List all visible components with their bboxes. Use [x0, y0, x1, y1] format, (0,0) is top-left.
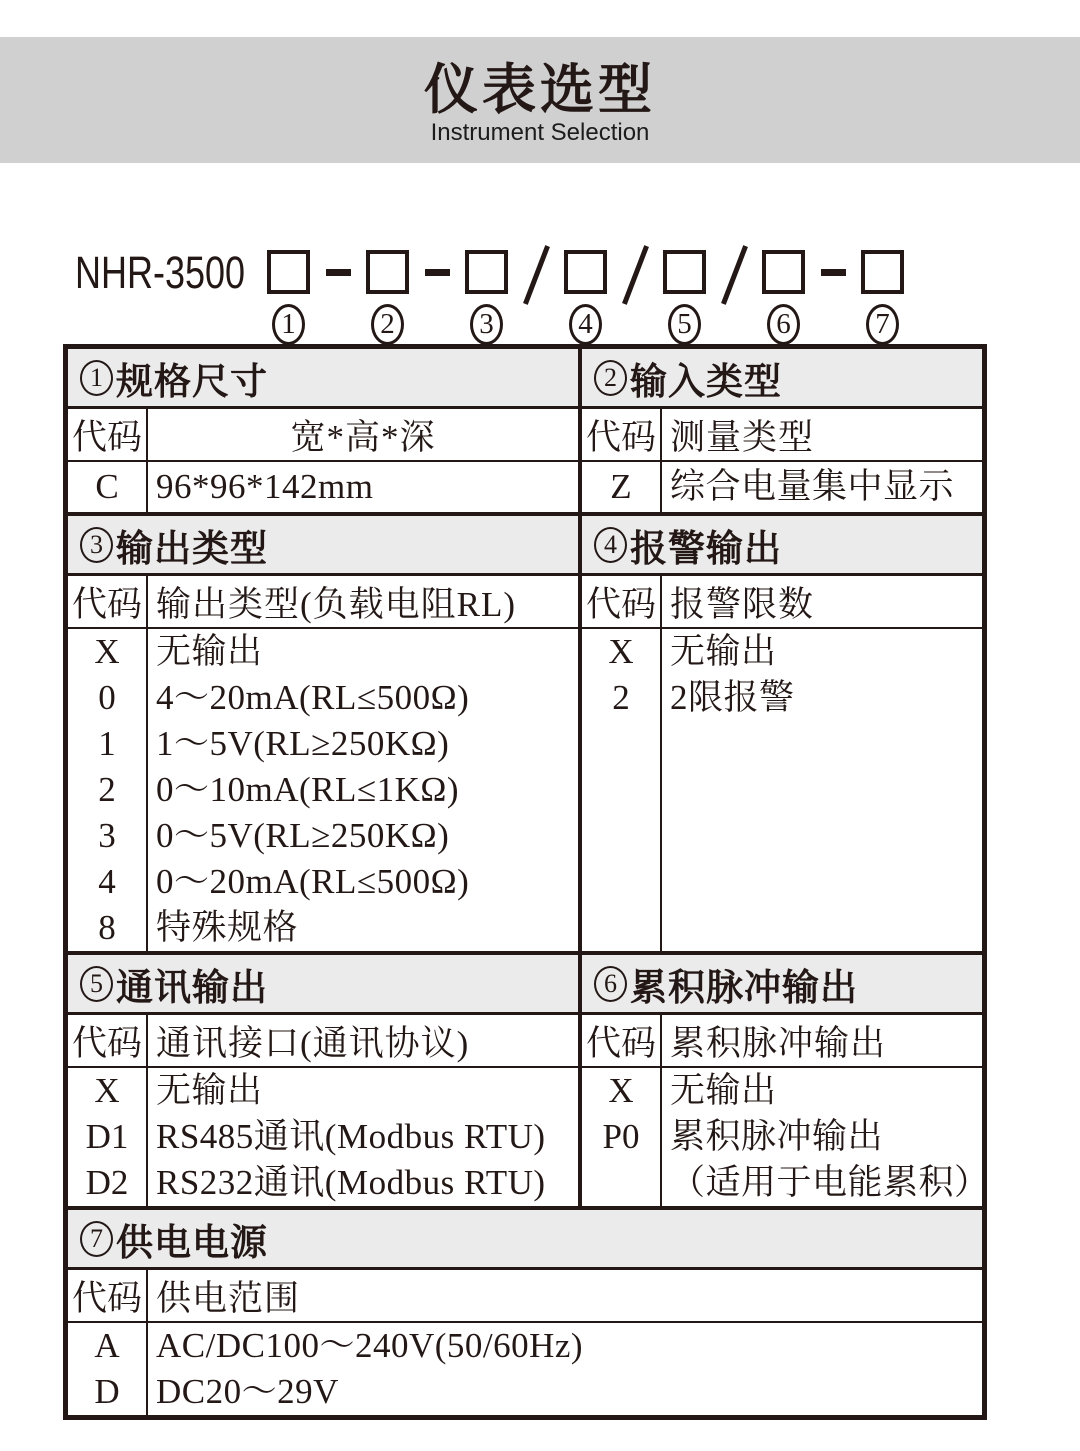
table-block-3 [68, 955, 990, 1206]
section-title: 累积脉冲输出 [630, 966, 858, 1008]
section-comm-output [68, 955, 578, 1206]
model-position-3 [465, 250, 508, 345]
desc-cell: 无输出 [670, 632, 777, 671]
circled-number-7: 7 [866, 304, 899, 345]
column-header-row [582, 576, 982, 629]
desc-column-header: 报警限数 [670, 584, 815, 624]
model-position-6 [762, 250, 805, 345]
section-power-supply [68, 1210, 982, 1415]
codes-column [68, 1323, 148, 1415]
circled-number-4: 4 [569, 304, 602, 345]
circled-number-3: 3 [470, 304, 503, 345]
page-title: 仪表选型 [424, 59, 656, 120]
circled-number: 2 [594, 360, 627, 396]
desc-cell: 0～5V(RL≥250KΩ) [156, 816, 450, 855]
section-header [582, 516, 982, 576]
column-header-row [582, 1015, 982, 1068]
desc-cell: 无输出 [156, 632, 263, 671]
code-cell: X [608, 1071, 634, 1110]
section-header [68, 349, 578, 409]
codes-column [68, 1068, 148, 1206]
model-code-box [267, 250, 310, 294]
section-output-type [68, 516, 578, 951]
section-header [582, 349, 982, 409]
model-position-4 [564, 250, 607, 345]
model-position-1 [267, 250, 310, 345]
model-position-2 [366, 250, 409, 345]
circled-number: 6 [594, 966, 627, 1002]
desc-column-header: 供电范围 [156, 1278, 301, 1318]
section-header [68, 1210, 982, 1270]
separator-slash [607, 250, 663, 306]
column-header-row [68, 409, 578, 462]
circled-number-5: 5 [668, 304, 701, 345]
code-cell [582, 1160, 660, 1206]
code-cell: D1 [85, 1117, 129, 1156]
circled-number: 4 [594, 527, 627, 563]
circled-number-6: 6 [767, 304, 800, 345]
code-cell: 8 [98, 908, 116, 947]
section-body [68, 1068, 578, 1206]
section-alarm-output [582, 516, 982, 951]
section-body [68, 1323, 982, 1415]
desc-cell: 综合电量集中显示 [670, 467, 955, 506]
page-subtitle: Instrument Selection [430, 118, 650, 146]
desc-column-header: 测量类型 [670, 417, 815, 457]
descs-column [662, 629, 982, 951]
model-position-5 [663, 250, 706, 345]
descs-column [148, 629, 578, 951]
section-body [582, 1068, 990, 1206]
model-code-box [465, 250, 508, 294]
desc-column-header: 输出类型(负载电阻RL) [156, 584, 517, 624]
selection-table [63, 344, 990, 1420]
desc-cell: 1～5V(RL≥250KΩ) [156, 724, 450, 763]
separator-dash [805, 250, 861, 276]
section-title: 通讯输出 [116, 966, 268, 1008]
code-cell: X [94, 1071, 120, 1110]
desc-cell: 2限报警 [670, 678, 795, 717]
descs-column [662, 462, 982, 512]
separator-dash [409, 250, 465, 276]
code-cell: 2 [98, 770, 116, 809]
descs-column [662, 1068, 990, 1206]
desc-cell: 0～10mA(RL≤1KΩ) [156, 770, 460, 809]
column-header-row [68, 1270, 982, 1323]
section-body [582, 462, 982, 512]
codes-column [582, 1068, 662, 1206]
table-block-4 [68, 1210, 982, 1415]
desc-cell: 4～20mA(RL≤500Ω) [156, 678, 470, 717]
code-cell: X [608, 632, 634, 671]
desc-cell: （适用于电能累积） [670, 1163, 990, 1202]
desc-cell: 96*96*142mm [156, 467, 374, 506]
model-code-box [663, 250, 706, 294]
desc-column-header: 宽*高*深 [290, 417, 436, 457]
section-body [68, 462, 578, 512]
model-position-7 [861, 250, 904, 345]
section-title: 报警输出 [630, 527, 782, 569]
codes-column [68, 629, 148, 951]
section-header [68, 955, 578, 1015]
column-header-row [68, 1015, 578, 1068]
code-cell: C [95, 467, 119, 506]
section-body [582, 629, 982, 951]
code-column-header: 代码 [68, 1015, 148, 1066]
section-title: 输出类型 [116, 527, 268, 569]
column-header-row [68, 576, 578, 629]
code-cell: 0 [98, 678, 116, 717]
codes-column [582, 629, 662, 951]
code-cell: D2 [85, 1163, 129, 1202]
desc-cell: DC20～29V [156, 1372, 339, 1411]
descs-column [148, 1068, 578, 1206]
circled-number: 7 [80, 1221, 113, 1257]
descs-column [148, 1323, 982, 1415]
section-title: 供电电源 [116, 1221, 268, 1263]
desc-column-header: 累积脉冲输出 [670, 1023, 887, 1063]
code-cell: 1 [98, 724, 116, 763]
desc-cell: 无输出 [670, 1071, 777, 1110]
model-prefix: NHR-3500 [75, 247, 246, 298]
descs-column [148, 462, 578, 512]
code-cell: A [94, 1326, 120, 1365]
table-block-1 [68, 349, 982, 512]
desc-cell: 特殊规格 [156, 908, 299, 947]
model-code-box [366, 250, 409, 294]
circled-number-1: 1 [272, 304, 305, 345]
section-title: 输入类型 [630, 360, 782, 402]
section-input-type [582, 349, 982, 512]
section-spec-size [68, 349, 578, 512]
section-header [68, 516, 578, 576]
codes-column [582, 462, 662, 512]
desc-column-header: 通讯接口(通讯协议) [156, 1023, 470, 1063]
desc-cell: 累积脉冲输出 [670, 1117, 884, 1156]
desc-cell: AC/DC100～240V(50/60Hz) [156, 1326, 584, 1365]
model-code-box [564, 250, 607, 294]
model-code-box [861, 250, 904, 294]
model-code-box [762, 250, 805, 294]
code-column-header: 代码 [68, 409, 148, 460]
code-column-header: 代码 [582, 409, 662, 460]
code-column-header: 代码 [68, 576, 148, 627]
code-column-header: 代码 [582, 1015, 662, 1066]
desc-cell: 无输出 [156, 1071, 263, 1110]
code-cell: X [94, 632, 120, 671]
circled-number: 5 [80, 966, 113, 1002]
desc-cell: 0～20mA(RL≤500Ω) [156, 862, 470, 901]
circled-number-2: 2 [371, 304, 404, 345]
desc-cell: RS485通讯(Modbus RTU) [156, 1117, 546, 1156]
code-cell: 4 [98, 862, 116, 901]
separator-dash [310, 250, 366, 276]
code-cell: 3 [98, 816, 116, 855]
desc-cell: RS232通讯(Modbus RTU) [156, 1163, 546, 1202]
section-title: 规格尺寸 [116, 360, 268, 402]
section-header [582, 955, 982, 1015]
code-cell: 2 [612, 678, 630, 717]
code-column-header: 代码 [582, 576, 662, 627]
title-banner [0, 37, 1080, 163]
circled-number: 1 [80, 360, 113, 396]
table-block-2 [68, 516, 982, 951]
code-cell: Z [610, 467, 632, 506]
separator-slash [706, 250, 762, 306]
code-cell: D [94, 1372, 120, 1411]
section-pulse-output [582, 955, 990, 1206]
code-column-header: 代码 [68, 1270, 148, 1321]
separator-slash [508, 250, 564, 306]
code-cell: P0 [602, 1117, 640, 1156]
codes-column [68, 462, 148, 512]
model-code-line [75, 247, 904, 345]
circled-number: 3 [80, 527, 113, 563]
section-body [68, 629, 578, 951]
column-header-row [582, 409, 982, 462]
